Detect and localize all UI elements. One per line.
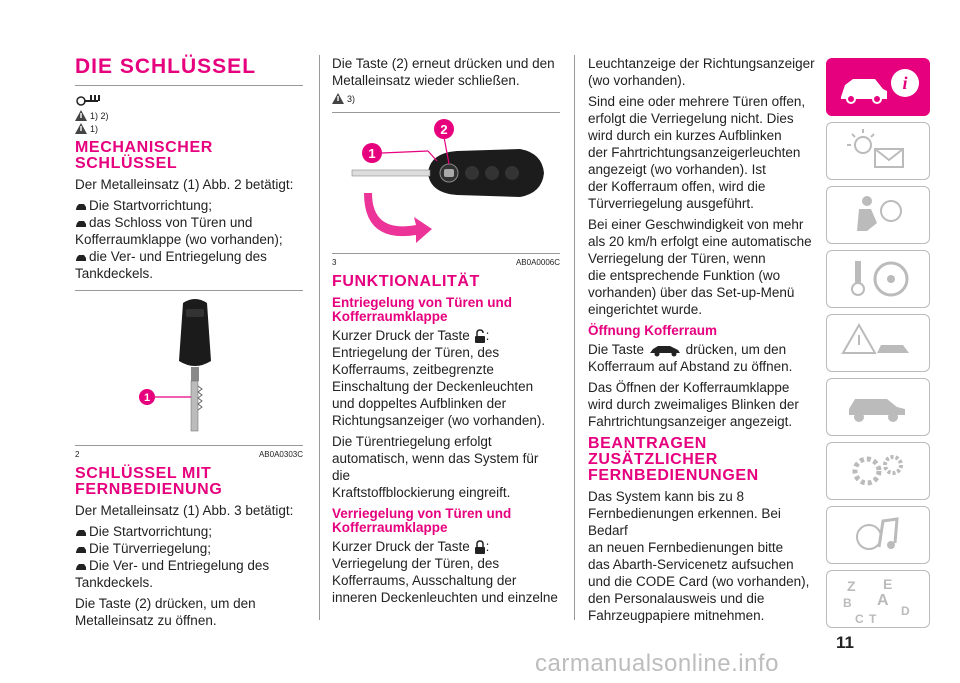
title-rule bbox=[75, 85, 303, 86]
heading-mechanical-key: MECHANISCHER SCHLÜSSEL bbox=[75, 139, 213, 172]
paragraph: Die Taste (2) drücken, um den Metalleinsatz zu öffnen. bbox=[75, 596, 256, 628]
paragraph: Entriegelung der Türen, des Kofferraums, zeitbegrenzte Einschaltung der Deckenleuchten und doppeltes Aufblinken der Richtungsanzeiger (wo vorhanden). bbox=[332, 345, 546, 428]
car-bullet-icon bbox=[75, 528, 87, 537]
figure-callout: 1 bbox=[368, 146, 376, 161]
figure-code: AB0A0303C bbox=[258, 450, 303, 459]
svg-text:Z: Z bbox=[847, 578, 856, 594]
music-note-icon bbox=[827, 507, 929, 563]
column-2 bbox=[332, 55, 560, 610]
paragraph: Kurzer Druck der Taste : bbox=[332, 539, 490, 554]
car-info-icon bbox=[827, 59, 929, 115]
paragraph: Verriegelung der Türen, des Kofferraums, Ausschaltung der inneren Deckenleuchten und einzelne bbox=[332, 556, 558, 605]
paragraph: Der Metalleinsatz (1) Abb. 2 betätigt: bbox=[75, 177, 294, 192]
sidebar-tab-maintenance[interactable] bbox=[826, 442, 930, 500]
heading-trunk-opening: Öffnung Kofferraum bbox=[588, 323, 717, 338]
column-1 bbox=[75, 55, 303, 633]
sidebar-tab-lights-messages[interactable] bbox=[826, 122, 930, 180]
sidebar-tab-driving[interactable] bbox=[826, 250, 930, 308]
sidebar-tab-multimedia[interactable] bbox=[826, 506, 930, 564]
watermark: carmanualsonline.info bbox=[535, 650, 779, 677]
figure-number: 3 bbox=[332, 258, 337, 267]
warning-icon bbox=[75, 110, 87, 121]
figure-2 bbox=[75, 290, 303, 459]
svg-text:i: i bbox=[902, 73, 908, 93]
gears-icon bbox=[827, 443, 929, 499]
mechanical-key-illustration bbox=[75, 291, 303, 445]
car-bullet-icon bbox=[75, 562, 87, 571]
heading-functionality: FUNKTIONALITÄT bbox=[332, 273, 480, 290]
paragraph: Kurzer Druck der Taste : bbox=[332, 328, 490, 343]
paragraph: Leuchtanzeige der Richtungsanzeiger (wo vorhanden). bbox=[588, 56, 815, 88]
svg-text:C: C bbox=[855, 612, 864, 626]
paragraph: Der Metalleinsatz (1) Abb. 3 betätigt: bbox=[75, 503, 294, 518]
warning-car-icon bbox=[827, 315, 929, 371]
warning-reference: 1) 2) bbox=[75, 110, 303, 121]
airbag-seat-icon bbox=[827, 187, 929, 243]
page-number: 11 bbox=[836, 633, 854, 652]
bullet-item: Die Startvorrichtung; bbox=[75, 523, 303, 540]
warning-reference: 1) bbox=[75, 123, 303, 134]
remote-key-illustration bbox=[332, 113, 560, 253]
bullet-item: das Schloss von Türen und Kofferraumklappe (wo vorhanden); bbox=[75, 215, 283, 247]
figure-code: AB0A0006C bbox=[515, 258, 560, 267]
svg-text:E: E bbox=[883, 576, 893, 592]
figure-callout: 2 bbox=[440, 122, 448, 137]
figure-callout: 1 bbox=[143, 392, 151, 404]
svg-text:T: T bbox=[869, 612, 877, 626]
figure-3 bbox=[332, 112, 560, 267]
paragraph: Sind eine oder mehrere Türen offen, erfolgt die Verriegelung nicht. Dies wird durch ein kurzes Aufblinken der Fahrtrichtungsanzeigerleuchten angezeigt (wo vorhanden). Ist der Kofferraum offen, wird die Türverriegelung ausgeführt. bbox=[588, 94, 806, 211]
warning-reference: 3) bbox=[332, 93, 560, 104]
paragraph: Die Türentriegelung erfolgt automatisch, wenn das System für die Kraftstoffblockierung eingreift. bbox=[332, 434, 539, 500]
column-divider bbox=[574, 55, 575, 620]
car-bullet-icon bbox=[75, 545, 87, 554]
sidebar-tab-car-info[interactable] bbox=[826, 58, 930, 116]
sidebar-tab-safety[interactable] bbox=[826, 186, 930, 244]
bullet-item: die Ver- und Entriegelung des Tankdeckels. bbox=[75, 249, 267, 281]
sidebar-tab-warnings[interactable] bbox=[826, 314, 930, 372]
heading-request-remotes: BEANTRAGEN ZUSÄTZLICHER FERNBEDIENUNGEN bbox=[588, 435, 759, 484]
alphabet-index-icon bbox=[827, 571, 929, 627]
paragraph: Das System kann bis zu 8 Fernbedienungen erkennen. Bei Bedarf an neuen Fernbedienungen bitte das Abarth-Servicenetz aufsuchen und die CODE Card (wo vorhanden), den Personalausweis und die Fahrzeugpapiere mitnehmen. bbox=[588, 489, 810, 623]
car-bullet-icon bbox=[75, 202, 87, 211]
bullet-item: Die Startvorrichtung; bbox=[75, 197, 303, 214]
sidebar-tab-index[interactable] bbox=[826, 570, 930, 628]
unlock-padlock-icon bbox=[474, 329, 486, 344]
sun-envelope-icon bbox=[827, 123, 929, 179]
figure-number: 2 bbox=[75, 450, 80, 459]
warning-icon bbox=[75, 123, 87, 134]
key-icon bbox=[75, 92, 303, 108]
column-3 bbox=[588, 55, 816, 628]
key-steering-wheel-icon bbox=[827, 251, 929, 307]
svg-text:A: A bbox=[877, 592, 889, 609]
warning-icon bbox=[332, 93, 344, 104]
heading-remote-key: SCHLÜSSEL MIT FERNBEDIENUNG bbox=[75, 465, 223, 498]
heading-unlock: Entriegelung von Türen und Kofferraumklappe bbox=[332, 295, 512, 324]
paragraph: Das Öffnen der Kofferraumklappe wird durch zweimaliges Blinken der Fahrtrichtungsanzeiger angezeigt. bbox=[588, 380, 799, 429]
lock-padlock-icon bbox=[474, 540, 486, 555]
column-divider bbox=[319, 55, 320, 620]
paragraph: Kofferraum auf Abstand zu öffnen. bbox=[588, 359, 793, 374]
heading-lock: Verriegelung von Türen und Kofferraumklappe bbox=[332, 506, 512, 535]
trunk-button-icon bbox=[648, 343, 682, 357]
sidebar-tab-emergency[interactable] bbox=[826, 378, 930, 436]
car-bullet-icon bbox=[75, 219, 87, 228]
paragraph: Die Taste drücken, um den bbox=[588, 342, 787, 357]
bullet-item: Die Ver- und Entriegelung des Tankdeckels. bbox=[75, 558, 270, 590]
section-title: DIE SCHLÜSSEL bbox=[75, 55, 257, 78]
bullet-item: Die Türverriegelung; bbox=[75, 540, 303, 557]
car-bullet-icon bbox=[75, 253, 87, 262]
svg-text:D: D bbox=[901, 604, 910, 618]
svg-text:B: B bbox=[843, 596, 852, 610]
paragraph: Bei einer Geschwindigkeit von mehr als 20 km/h erfolgt eine automatische Verriegelung der Türen, wenn die entsprechende Funktion (wo vorhanden) über das Set-up-Menü eingerichtet wurde. bbox=[588, 217, 812, 317]
car-lift-icon bbox=[827, 379, 929, 435]
paragraph: Die Taste (2) erneut drücken und den Metalleinsatz wieder schließen. bbox=[332, 56, 555, 88]
